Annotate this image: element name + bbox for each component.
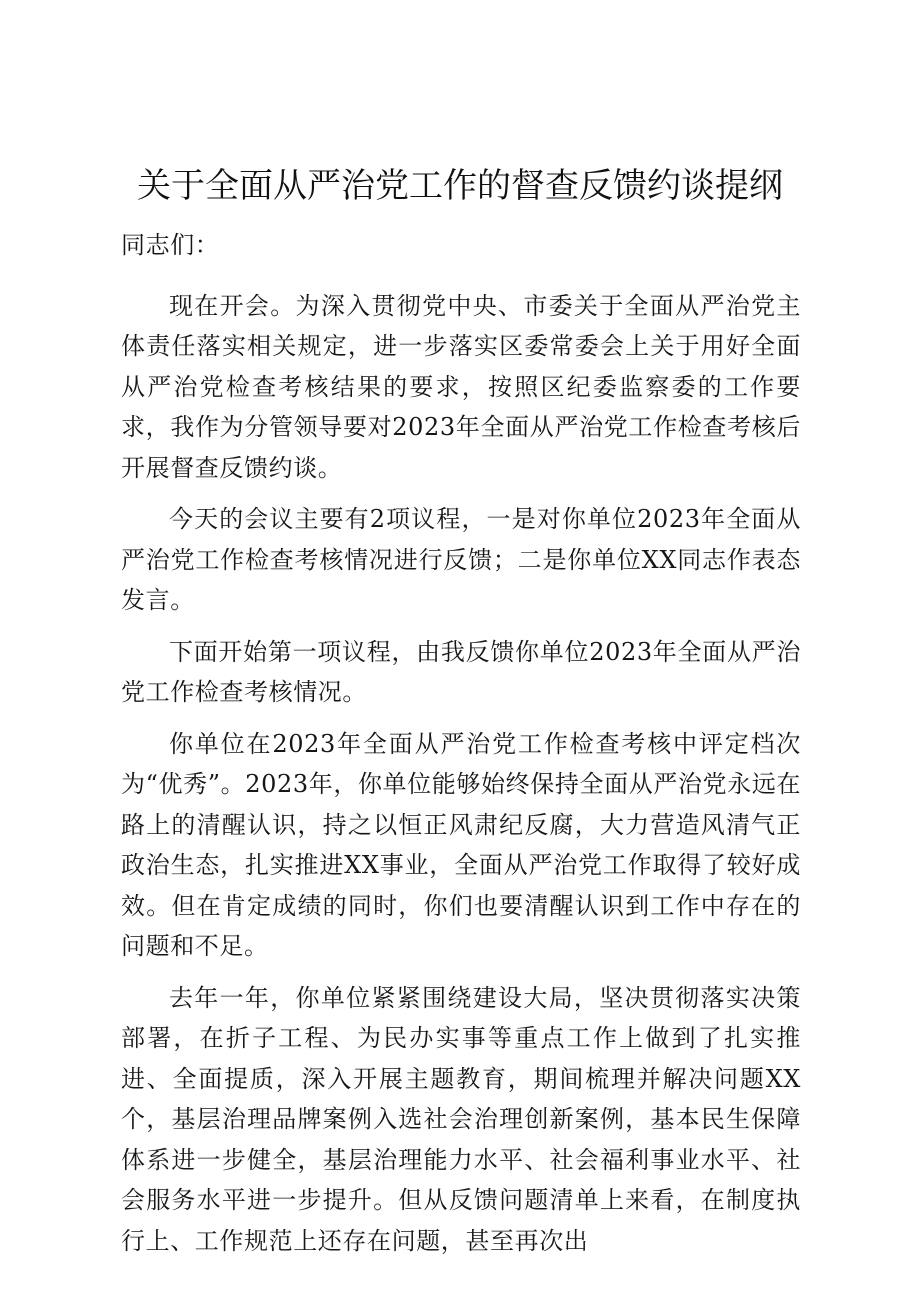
document-body <box>121 225 801 1272</box>
document-title: 关于全面从严治党工作的督查反馈约谈提纲 <box>137 166 783 206</box>
salutation: 同志们： <box>121 231 220 259</box>
paragraph-assessment: 你单位在2023年全面从严治党工作检查考核中评定档次为“优秀”。2023年，你单位能够始终保持全面从严治党永远在路上的清醒认识，持之以恒正风肃纪反腐，大力营造风清气正政治生态，扎实推进XX事业，全面从严治党工作取得了较好成效。但在肯定成绩的同时，你们也要清醒认识到工作中存在的问题和不足。 <box>121 729 801 960</box>
paragraph-first-item: 下面开始第一项议程，由我反馈你单位2023年全面从严治党工作检查考核情况。 <box>121 637 801 706</box>
paragraph-agenda: 今天的会议主要有2项议程，一是对你单位2023年全面从严治党工作检查考核情况进行反馈；二是你单位XX同志作表态发言。 <box>121 505 801 614</box>
paragraph-review: 去年一年，你单位紧紧围绕建设大局，坚决贯彻落实决策部署，在折子工程、为民办实事等重点工作上做到了扎实推进、全面提质，深入开展主题教育，期间梳理并解决问题XX个，基层治理品牌案例入选社会治理创新案例，基本民生保障体系进一步健全，基层治理能力水平、社会福利事业水平、社会服务水平进一步提升。但从反馈问题清单上来看，在制度执行上、工作规范上还存在问题，甚至再次出 <box>121 983 801 1255</box>
paragraph-opening: 现在开会。为深入贯彻党中央、市委关于全面从严治党主体责任落实相关规定，进一步落实区委常委会上关于用好全面从严治党检查考核结果的要求，按照区纪委监察委的工作要求，我作为分管领导要对2023年全面从严治党工作检查考核后开展督查反馈约谈。 <box>121 291 801 482</box>
